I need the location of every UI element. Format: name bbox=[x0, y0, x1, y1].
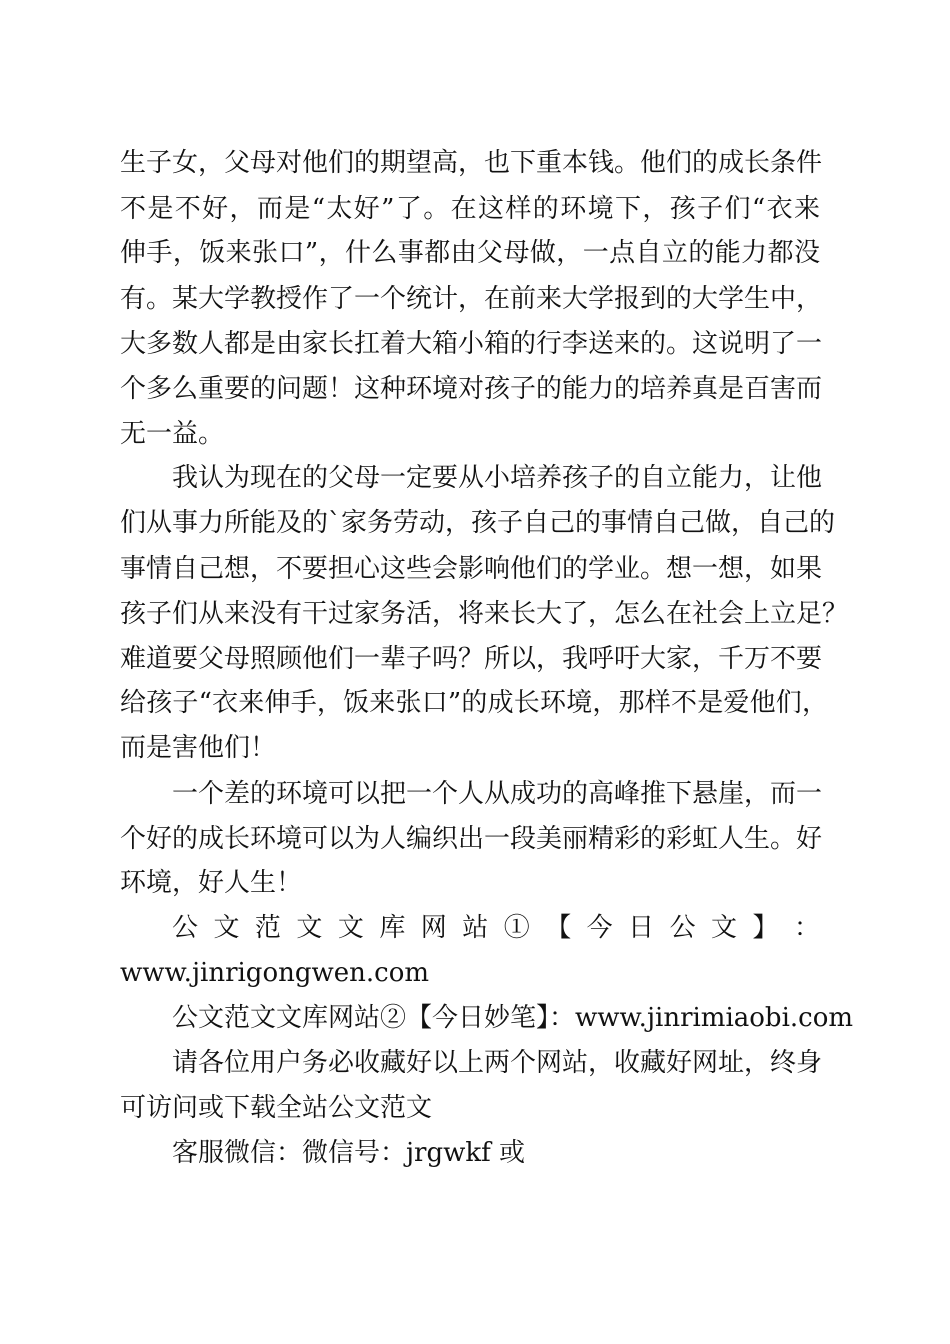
text-line: 请各位用户务必收藏好以上两个网站，收藏好网址，终身 bbox=[172, 1048, 823, 1078]
website-url-1: www.jinrigongwen.com bbox=[120, 958, 430, 988]
text-line: 可访问或下载全站公文范文 bbox=[120, 1093, 433, 1123]
customer-service-line: 客服微信：微信号：jrgwkf 或 bbox=[172, 1138, 526, 1168]
text-line: 环境，好人生！ bbox=[120, 868, 303, 898]
text-line: 不是不好，而是“太好”了。在这样的环境下，孩子们“衣来 bbox=[120, 194, 820, 224]
website-line-2: 公文范文文库网站②【今日妙笔】：www.jinrimiaobi.com bbox=[172, 1003, 854, 1033]
text-line: 一个差的环境可以把一个人从成功的高峰推下悬崖，而一 bbox=[172, 779, 823, 809]
text-line: 们从事力所能及的`家务劳动，孩子自己的事情自己做，自己的 bbox=[120, 508, 836, 538]
text-line: 个好的成长环境可以为人编织出一段美丽精彩的彩虹人生。好 bbox=[120, 824, 823, 854]
text-line: 有。某大学教授作了一个统计，在前来大学报到的大学生中， bbox=[120, 284, 823, 314]
text-line: 个多么重要的问题！这种环境对孩子的能力的培养真是百害而 bbox=[120, 374, 823, 404]
text-line: 给孩子“衣来伸手，饭来张口”的成长环境，那样不是爱他们， bbox=[120, 688, 828, 718]
text-line: 大多数人都是由家长扛着大箱小箱的行李送来的。这说明了一 bbox=[120, 329, 823, 359]
website-label-1: 公 文 范 文 文 库 网 站 ① 【 今 日 公 文 】 ： bbox=[172, 913, 820, 943]
text-line: 而是害他们！ bbox=[120, 733, 277, 763]
text-line: 生子女，父母对他们的期望高，也下重本钱。他们的成长条件 bbox=[120, 148, 823, 178]
text-line: 孩子们从来没有干过家务活，将来长大了，怎么在社会上立足？ bbox=[120, 599, 849, 629]
text-line: 我认为现在的父母一定要从小培养孩子的自立能力，让他 bbox=[172, 463, 823, 493]
text-line: 伸手，饭来张口”，什么事都由父母做，一点自立的能力都没 bbox=[120, 238, 820, 268]
text-line: 事情自己想，不要担心这些会影响他们的学业。想一想，如果 bbox=[120, 554, 823, 584]
text-line: 难道要父母照顾他们一辈子吗？所以，我呼吁大家，千万不要 bbox=[120, 644, 823, 674]
text-line: 无一益。 bbox=[120, 419, 225, 449]
